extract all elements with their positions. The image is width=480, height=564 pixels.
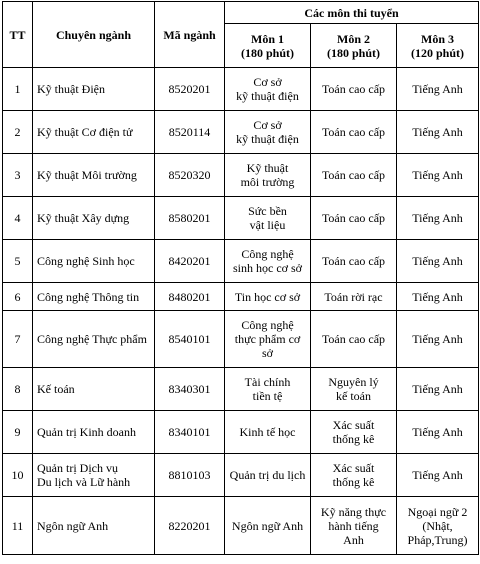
subject-1: Quản trị du lịch (225, 454, 311, 497)
header-major: Chuyên ngành (33, 2, 155, 68)
major-name: Kỹ thuật Xây dựng (33, 197, 155, 240)
table-row (3, 311, 479, 368)
major-name: Quản trị Dịch vụ Du lịch và Lữ hành (33, 454, 155, 497)
header-mon1 (225, 24, 311, 68)
table-row (3, 454, 479, 497)
table-row (3, 197, 479, 240)
subject-2: Toán cao cấp (311, 154, 397, 197)
subject-3: Tiếng Anh (397, 311, 479, 368)
table-row (3, 111, 479, 154)
major-name: Kế toán (33, 368, 155, 411)
major-name: Quản trị Kinh doanh (33, 411, 155, 454)
major-name: Công nghệ Sinh học (33, 240, 155, 283)
subject-2: Toán cao cấp (311, 111, 397, 154)
subject-2: Toán cao cấp (311, 68, 397, 111)
header-row-top (3, 2, 479, 24)
mon1-time: (180 phút) (240, 45, 294, 60)
subject-2: Kỹ năng thực hành tiếng Anh (311, 497, 397, 555)
row-number: 5 (3, 240, 33, 283)
subject-1: Kinh tế học (225, 411, 311, 454)
admission-subjects-table (2, 1, 479, 555)
subject-3: Tiếng Anh (397, 68, 479, 111)
major-name: Công nghệ Thực phẩm (33, 311, 155, 368)
major-code: 8340101 (155, 411, 225, 454)
table-row (3, 497, 479, 555)
subject-3: Tiếng Anh (397, 283, 479, 311)
major-code: 8420201 (155, 240, 225, 283)
subject-3: Tiếng Anh (397, 411, 479, 454)
header-tt: TT (3, 2, 33, 68)
header-mon3 (397, 24, 479, 68)
subject-3: Ngoại ngữ 2 (Nhật, Pháp,Trung) (397, 497, 479, 555)
table-body (3, 68, 479, 555)
mon3-time: (120 phút) (411, 45, 465, 60)
major-code: 8810103 (155, 454, 225, 497)
subject-2: Toán rời rạc (311, 283, 397, 311)
subject-2: Xác suất thống kê (311, 411, 397, 454)
major-name: Kỹ thuật Môi trường (33, 154, 155, 197)
table-row (3, 368, 479, 411)
row-number: 8 (3, 368, 33, 411)
subject-1: Công nghệ sinh học cơ sở (225, 240, 311, 283)
row-number: 3 (3, 154, 33, 197)
subject-3: Tiếng Anh (397, 154, 479, 197)
subject-2: Toán cao cấp (311, 197, 397, 240)
mon2-label: Môn 2 (337, 31, 370, 46)
subject-3: Tiếng Anh (397, 197, 479, 240)
mon2-time: (180 phút) (326, 45, 380, 60)
subject-2: Toán cao cấp (311, 311, 397, 368)
subject-1: Cơ sở kỹ thuật điện (225, 111, 311, 154)
major-code: 8480201 (155, 283, 225, 311)
subject-2: Nguyên lý kế toán (311, 368, 397, 411)
subject-2: Toán cao cấp (311, 240, 397, 283)
header-subjects: Các môn thi tuyển (225, 2, 479, 24)
header-mon2 (311, 24, 397, 68)
major-name: Kỹ thuật Điện (33, 68, 155, 111)
table-row (3, 411, 479, 454)
subject-1: Ngôn ngữ Anh (225, 497, 311, 555)
subject-1: Tài chính tiền tệ (225, 368, 311, 411)
subject-3: Tiếng Anh (397, 368, 479, 411)
subject-3: Tiếng Anh (397, 454, 479, 497)
mon3-label: Môn 3 (421, 31, 454, 46)
major-code: 8220201 (155, 497, 225, 555)
table-row (3, 283, 479, 311)
table-row (3, 240, 479, 283)
major-code: 8340301 (155, 368, 225, 411)
row-number: 6 (3, 283, 33, 311)
major-name: Kỹ thuật Cơ điện tử (33, 111, 155, 154)
major-code: 8520201 (155, 68, 225, 111)
subject-1: Công nghệ thực phẩm cơ sở (225, 311, 311, 368)
row-number: 4 (3, 197, 33, 240)
row-number: 1 (3, 68, 33, 111)
subject-1: Cơ sở kỹ thuật điện (225, 68, 311, 111)
header-code: Mã ngành (155, 2, 225, 68)
subject-1: Sức bền vật liệu (225, 197, 311, 240)
subject-1: Tin học cơ sở (225, 283, 311, 311)
major-name: Công nghệ Thông tin (33, 283, 155, 311)
major-name: Ngôn ngữ Anh (33, 497, 155, 555)
row-number: 2 (3, 111, 33, 154)
major-code: 8580201 (155, 197, 225, 240)
row-number: 10 (3, 454, 33, 497)
major-code: 8520320 (155, 154, 225, 197)
major-code: 8540101 (155, 311, 225, 368)
row-number: 11 (3, 497, 33, 555)
subject-3: Tiếng Anh (397, 111, 479, 154)
table-row (3, 68, 479, 111)
mon1-label: Môn 1 (251, 31, 284, 46)
table-row (3, 154, 479, 197)
subject-3: Tiếng Anh (397, 240, 479, 283)
row-number: 7 (3, 311, 33, 368)
subject-1: Kỹ thuật môi trường (225, 154, 311, 197)
subject-2: Xác suất thống kê (311, 454, 397, 497)
row-number: 9 (3, 411, 33, 454)
major-code: 8520114 (155, 111, 225, 154)
